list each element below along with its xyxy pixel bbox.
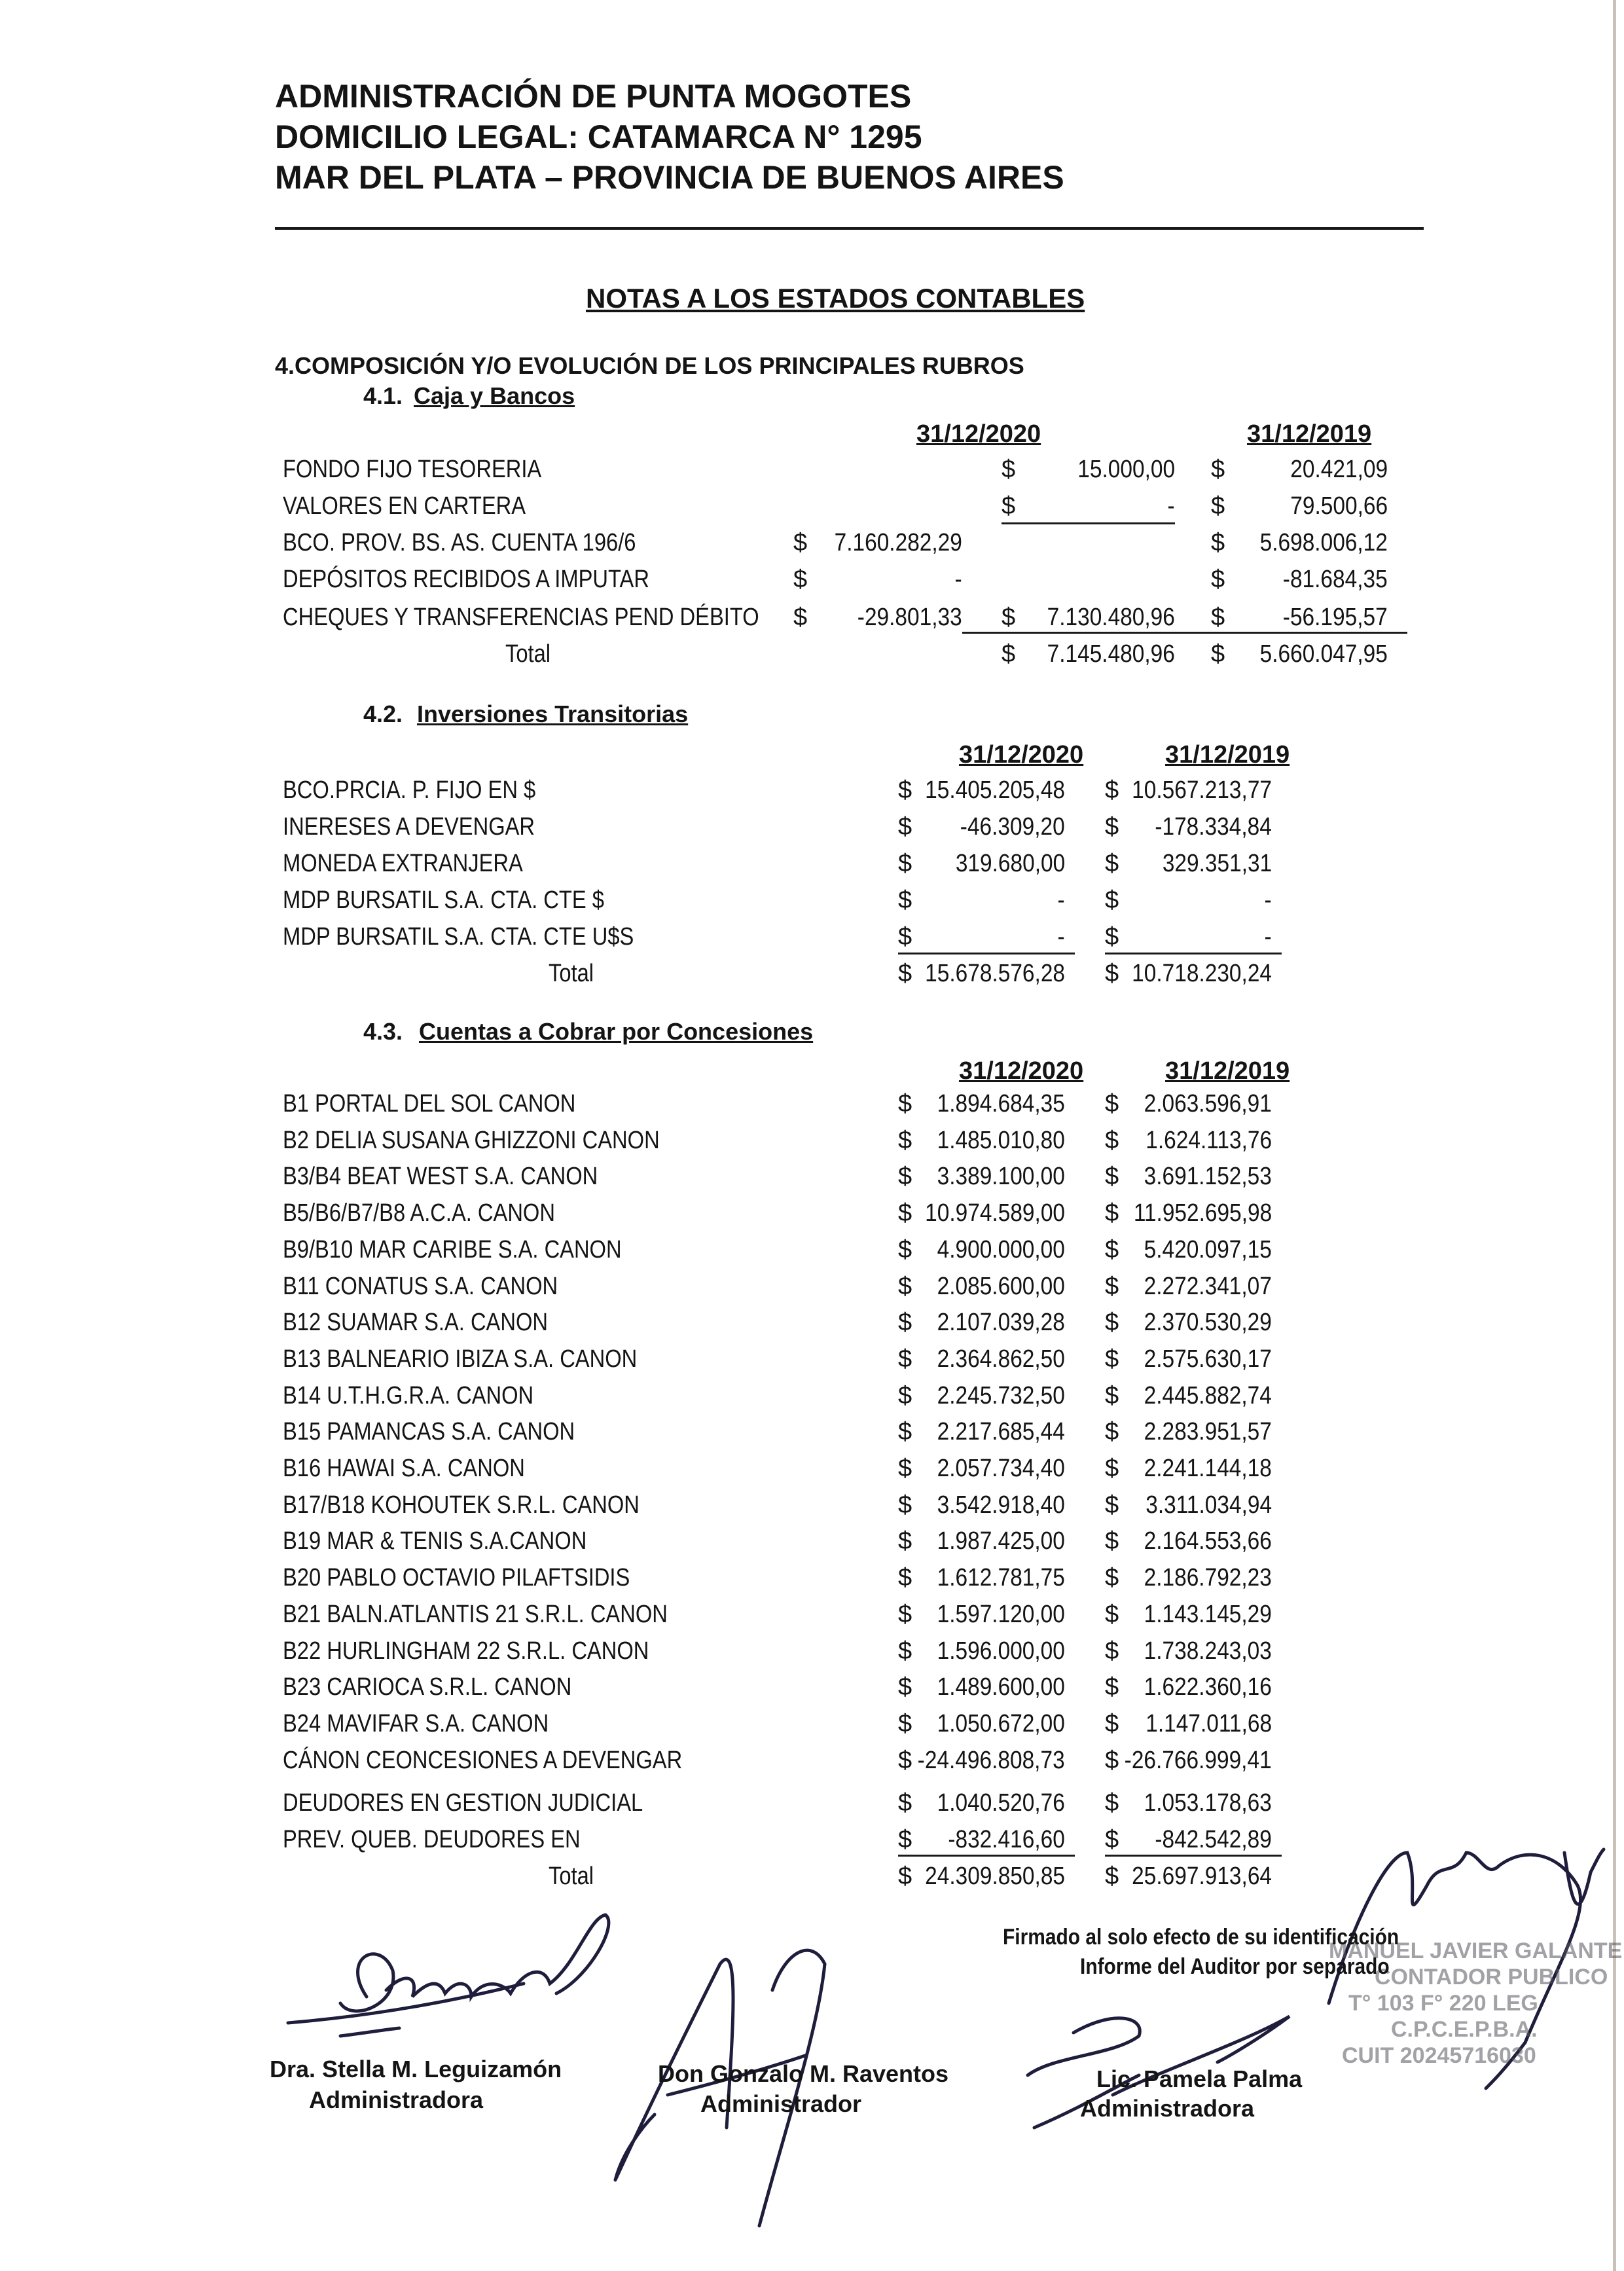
ctas-row-2020: 1.040.520,76 [937, 1789, 1065, 1817]
currency-sign: $ [1105, 1826, 1119, 1853]
footer-note-1: Firmado al solo efecto de su identificación [1003, 1925, 1399, 1950]
currency-sign: $ [898, 813, 912, 841]
signatory-1-name: Dra. Stella M. Leguizamón [270, 2056, 562, 2082]
inv-row-2020: -46.309,20 [960, 813, 1065, 841]
inv-row-2019: -178.334,84 [1155, 813, 1272, 841]
ctas-row-2020: 1.050.672,00 [937, 1709, 1065, 1737]
currency-sign: $ [1105, 1564, 1119, 1592]
ctas-row-2020: 1.612.781,75 [937, 1564, 1065, 1592]
caja-number: 4.1. [363, 382, 403, 409]
currency-sign: $ [1105, 1527, 1119, 1555]
caja-title: Caja y Bancos [414, 382, 575, 409]
ctas-row-2019: 2.186.792,23 [1144, 1564, 1272, 1592]
currency-sign: $ [1105, 1673, 1119, 1701]
ctas-row-label: B3/B4 BEAT WEST S.A. CANON [283, 1163, 598, 1191]
currency-sign: $ [1105, 813, 1119, 841]
footer-note-2: Informe del Auditor por separado [1080, 1954, 1390, 1979]
ctas-number: 4.3. [363, 1018, 403, 1045]
doc-title: NOTAS A LOS ESTADOS CONTABLES [586, 283, 1085, 314]
currency-sign: $ [1105, 1163, 1119, 1191]
ctas-total-2019: 25.697.913,64 [1132, 1862, 1272, 1890]
ctas-row-2019: -26.766.999,41 [1125, 1746, 1272, 1774]
inv-row-label: INERESES A DEVENGAR [283, 813, 535, 841]
caja-row-2020: 15.000,00 [1077, 456, 1175, 483]
ctas-total-label: Total [549, 1862, 594, 1890]
currency-sign: $ [898, 1746, 912, 1774]
currency-sign: $ [898, 1862, 912, 1890]
currency-sign: $ [898, 886, 912, 914]
currency-sign: $ [1105, 1309, 1119, 1337]
stamp-line: C.P.C.E.P.B.A. [1391, 2017, 1538, 2042]
currency-sign: $ [898, 1126, 912, 1154]
ctas-row-label: B19 MAR & TENIS S.A.CANON [283, 1527, 587, 1555]
currency-sign: $ [1105, 1418, 1119, 1446]
signatory-2-name: Don Gonzalo M. Raventos [658, 2060, 949, 2087]
ctas-row-label: CÁNON CEONCESIONES A DEVENGAR [283, 1746, 683, 1774]
signatory-2-role: Administrador [700, 2090, 862, 2117]
inv-row-label: BCO.PRCIA. P. FIJO EN $ [283, 776, 536, 804]
currency-sign: $ [1105, 1491, 1119, 1519]
ctas-row-2019: 2.445.882,74 [1144, 1381, 1272, 1409]
inv-row-2020: - [1057, 886, 1065, 914]
inv-date-2019: 31/12/2019 [1165, 741, 1290, 769]
currency-sign: $ [898, 1826, 912, 1853]
ctas-date-2019: 31/12/2019 [1165, 1057, 1290, 1085]
currency-sign: $ [793, 566, 808, 593]
ctas-row-2020: 4.900.000,00 [937, 1235, 1065, 1263]
currency-sign: $ [898, 850, 912, 877]
caja-row-2019: 79.500,66 [1290, 492, 1388, 520]
signatory-3-name: Lic. Pamela Palma [1096, 2065, 1303, 2092]
ctas-row-label: B12 SUAMAR S.A. CANON [283, 1309, 548, 1337]
caja-total-2019: 5.660.047,95 [1259, 640, 1388, 668]
ctas-row-2020: 2.245.732,50 [937, 1381, 1065, 1409]
stamp-line: T° 103 F° 220 LEG [1348, 1991, 1538, 2016]
ctas-row-2019: 1.738.243,03 [1144, 1637, 1272, 1665]
ctas-row-label: DEUDORES EN GESTION JUDICIAL [283, 1789, 643, 1817]
inv-row-2019: 329.351,31 [1162, 850, 1272, 877]
currency-sign: $ [898, 1418, 912, 1446]
ctas-row-2020: 2.085.600,00 [937, 1272, 1065, 1300]
ctas-row-2019: 2.063.596,91 [1144, 1090, 1272, 1117]
caja-row-subtotal: -29.801,33 [857, 604, 962, 631]
ctas-row-label: B5/B6/B7/B8 A.C.A. CANON [283, 1199, 555, 1227]
ctas-row-2019: 2.575.630,17 [1144, 1345, 1272, 1373]
currency-sign: $ [1105, 1746, 1119, 1774]
ctas-row-2019: 2.370.530,29 [1144, 1309, 1272, 1337]
ctas-row-2019: 2.164.553,66 [1144, 1527, 1272, 1555]
ctas-row-label: B23 CARIOCA S.R.L. CANON [283, 1673, 572, 1701]
inv-row-2019: 10.567.213,77 [1132, 776, 1272, 804]
caja-date-2019: 31/12/2019 [1247, 420, 1372, 448]
currency-sign: $ [898, 1637, 912, 1665]
ctas-row-2020: 3.542.918,40 [937, 1491, 1065, 1519]
currency-sign: $ [1211, 604, 1225, 631]
currency-sign: $ [1105, 1455, 1119, 1482]
caja-row-2019: -56.195,57 [1283, 604, 1388, 631]
currency-sign: $ [898, 1235, 912, 1263]
stamp-line: CONTADOR PUBLICO [1375, 1965, 1608, 1989]
currency-sign: $ [898, 1163, 912, 1191]
ctas-row-label: B11 CONATUS S.A. CANON [283, 1272, 558, 1300]
section-title: 4.COMPOSICIÓN Y/O EVOLUCIÓN DE LOS PRINCIPALES RUBROS [275, 352, 1024, 379]
caja-date-2020: 31/12/2020 [916, 420, 1041, 448]
ctas-row-label: B22 HURLINGHAM 22 S.R.L. CANON [283, 1637, 649, 1665]
currency-sign: $ [1105, 1345, 1119, 1373]
ctas-row-2019: 1.143.145,29 [1144, 1600, 1272, 1628]
currency-sign: $ [1105, 1199, 1119, 1227]
currency-sign: $ [1105, 1600, 1119, 1628]
ctas-row-2019: 1.147.011,68 [1146, 1709, 1272, 1737]
ctas-row-2019: 2.272.341,07 [1144, 1272, 1272, 1300]
ctas-row-2019: 2.283.951,57 [1144, 1418, 1272, 1446]
inv-row-2019: - [1264, 886, 1272, 914]
currency-sign: $ [1105, 960, 1119, 987]
ctas-row-2020: 2.217.685,44 [937, 1418, 1065, 1446]
currency-sign: $ [1105, 1235, 1119, 1263]
ctas-row-2019: 3.691.152,53 [1144, 1163, 1272, 1191]
currency-sign: $ [1105, 850, 1119, 877]
currency-sign: $ [793, 529, 808, 556]
org-city: MAR DEL PLATA – PROVINCIA DE BUENOS AIRES [275, 159, 1064, 196]
caja-row-label: BCO. PROV. BS. AS. CUENTA 196/6 [283, 529, 636, 556]
ctas-row-label: B9/B10 MAR CARIBE S.A. CANON [283, 1235, 622, 1263]
signatory-3-role: Administradora [1080, 2095, 1255, 2122]
currency-sign: $ [898, 1455, 912, 1482]
ctas-row-2019: -842.542,89 [1155, 1826, 1272, 1853]
ctas-row-2019: 1.624.113,76 [1146, 1126, 1272, 1154]
ctas-row-label: B1 PORTAL DEL SOL CANON [283, 1090, 576, 1117]
caja-row-2019: 20.421,09 [1290, 456, 1388, 483]
caja-row-subtotal: 7.160.282,29 [834, 529, 962, 556]
currency-sign: $ [1211, 492, 1225, 520]
inv-total-label: Total [549, 960, 594, 987]
currency-sign: $ [1105, 776, 1119, 804]
currency-sign: $ [1105, 886, 1119, 914]
ctas-row-label: B16 HAWAI S.A. CANON [283, 1455, 525, 1482]
currency-sign: $ [898, 1673, 912, 1701]
inv-row-2019: - [1264, 923, 1272, 951]
caja-row-2020: - [1167, 492, 1175, 520]
ctas-row-2019: 1.053.178,63 [1144, 1789, 1272, 1817]
ctas-row-label: B15 PAMANCAS S.A. CANON [283, 1418, 575, 1446]
currency-sign: $ [1001, 492, 1016, 520]
caja-row-label: VALORES EN CARTERA [283, 492, 526, 520]
caja-row-2019: -81.684,35 [1283, 566, 1388, 593]
currency-sign: $ [898, 1199, 912, 1227]
currency-sign: $ [898, 1564, 912, 1592]
inv-date-2020: 31/12/2020 [959, 741, 1084, 769]
caja-row-2020: 7.130.480,96 [1047, 604, 1175, 631]
currency-sign: $ [898, 923, 912, 951]
ctas-row-label: B21 BALN.ATLANTIS 21 S.R.L. CANON [283, 1600, 668, 1628]
ctas-row-label: B24 MAVIFAR S.A. CANON [283, 1709, 549, 1737]
ctas-row-2019: 5.420.097,15 [1144, 1235, 1272, 1263]
ctas-row-label: B13 BALNEARIO IBIZA S.A. CANON [283, 1345, 638, 1373]
currency-sign: $ [898, 960, 912, 987]
ctas-row-2020: -832.416,60 [948, 1826, 1065, 1853]
currency-sign: $ [898, 1345, 912, 1373]
caja-row-2019: 5.698.006,12 [1259, 529, 1388, 556]
currency-sign: $ [898, 1272, 912, 1300]
ctas-row-2019: 1.622.360,16 [1144, 1673, 1272, 1701]
currency-sign: $ [1105, 1862, 1119, 1890]
currency-sign: $ [1211, 456, 1225, 483]
inv-row-2020: - [1057, 923, 1065, 951]
currency-sign: $ [898, 1709, 912, 1737]
inv-row-2020: 319.680,00 [955, 850, 1065, 877]
inv-number: 4.2. [363, 700, 403, 727]
caja-row-label: DEPÓSITOS RECIBIDOS A IMPUTAR [283, 566, 649, 593]
ctas-total-2020: 24.309.850,85 [925, 1862, 1065, 1890]
ctas-title: Cuentas a Cobrar por Concesiones [419, 1018, 814, 1045]
currency-sign: $ [1001, 456, 1016, 483]
currency-sign: $ [1001, 604, 1016, 631]
ctas-row-label: B17/B18 KOHOUTEK S.R.L. CANON [283, 1491, 640, 1519]
ctas-row-2020: 1.596.000,00 [937, 1637, 1065, 1665]
currency-sign: $ [793, 604, 808, 631]
ctas-date-2020: 31/12/2020 [959, 1057, 1084, 1085]
stamp-line: MANUEL JAVIER GALANTE [1329, 1938, 1623, 1963]
ctas-row-2020: 1.894.684,35 [937, 1090, 1065, 1117]
ctas-row-2019: 11.952.695,98 [1133, 1199, 1272, 1227]
inv-total-2020: 15.678.576,28 [925, 960, 1065, 987]
ctas-row-label: B20 PABLO OCTAVIO PILAFTSIDIS [283, 1564, 630, 1592]
ctas-row-2019: 3.311.034,94 [1146, 1491, 1272, 1519]
caja-row-subtotal: - [954, 566, 962, 593]
currency-sign: $ [898, 776, 912, 804]
ctas-row-label: PREV. QUEB. DEUDORES EN [283, 1826, 581, 1853]
caja-row-label: FONDO FIJO TESORERIA [283, 456, 542, 483]
ctas-row-label: B2 DELIA SUSANA GHIZZONI CANON [283, 1126, 660, 1154]
currency-sign: $ [1105, 1637, 1119, 1665]
inv-row-label: MONEDA EXTRANJERA [283, 850, 523, 877]
ctas-row-2020: 10.974.589,00 [925, 1199, 1065, 1227]
ctas-row-2020: 1.485.010,80 [937, 1126, 1065, 1154]
signatory-1-role: Administradora [309, 2086, 484, 2113]
ctas-row-2020: 1.489.600,00 [937, 1673, 1065, 1701]
inv-title: Inversiones Transitorias [417, 700, 689, 727]
ctas-row-label: B14 U.T.H.G.R.A. CANON [283, 1381, 534, 1409]
currency-sign: $ [1211, 566, 1225, 593]
ctas-row-2020: 3.389.100,00 [937, 1163, 1065, 1191]
ctas-row-2020: 2.364.862,50 [937, 1345, 1065, 1373]
currency-sign: $ [898, 1309, 912, 1337]
ctas-row-2020: 1.987.425,00 [937, 1527, 1065, 1555]
ctas-row-2020: -24.496.808,73 [918, 1746, 1065, 1774]
caja-row-label: CHEQUES Y TRANSFERENCIAS PEND DÉBITO [283, 604, 759, 631]
currency-sign: $ [1105, 923, 1119, 951]
currency-sign: $ [1105, 1272, 1119, 1300]
currency-sign: $ [1211, 640, 1225, 668]
currency-sign: $ [1105, 1090, 1119, 1117]
ctas-row-2020: 1.597.120,00 [937, 1600, 1065, 1628]
ctas-row-2019: 2.241.144,18 [1144, 1455, 1272, 1482]
caja-total-2020: 7.145.480,96 [1047, 640, 1175, 668]
inv-row-label: MDP BURSATIL S.A. CTA. CTE U$S [283, 923, 634, 951]
currency-sign: $ [898, 1527, 912, 1555]
stamp-line: CUIT 20245716030 [1342, 2043, 1536, 2068]
ctas-row-2020: 2.107.039,28 [937, 1309, 1065, 1337]
inv-row-label: MDP BURSATIL S.A. CTA. CTE $ [283, 886, 604, 914]
currency-sign: $ [1105, 1381, 1119, 1409]
currency-sign: $ [898, 1600, 912, 1628]
inv-total-2019: 10.718.230,24 [1132, 960, 1272, 987]
currency-sign: $ [898, 1789, 912, 1817]
currency-sign: $ [898, 1491, 912, 1519]
currency-sign: $ [898, 1090, 912, 1117]
currency-sign: $ [1105, 1709, 1119, 1737]
currency-sign: $ [1105, 1126, 1119, 1154]
currency-sign: $ [1001, 640, 1016, 668]
caja-total-label: Total [505, 640, 551, 668]
org-address: DOMICILIO LEGAL: CATAMARCA N° 1295 [275, 118, 922, 155]
currency-sign: $ [1105, 1789, 1119, 1817]
inv-row-2020: 15.405.205,48 [925, 776, 1065, 804]
currency-sign: $ [898, 1381, 912, 1409]
org-name: ADMINISTRACIÓN DE PUNTA MOGOTES [275, 78, 912, 115]
currency-sign: $ [1211, 529, 1225, 556]
ctas-row-2020: 2.057.734,40 [937, 1455, 1065, 1482]
